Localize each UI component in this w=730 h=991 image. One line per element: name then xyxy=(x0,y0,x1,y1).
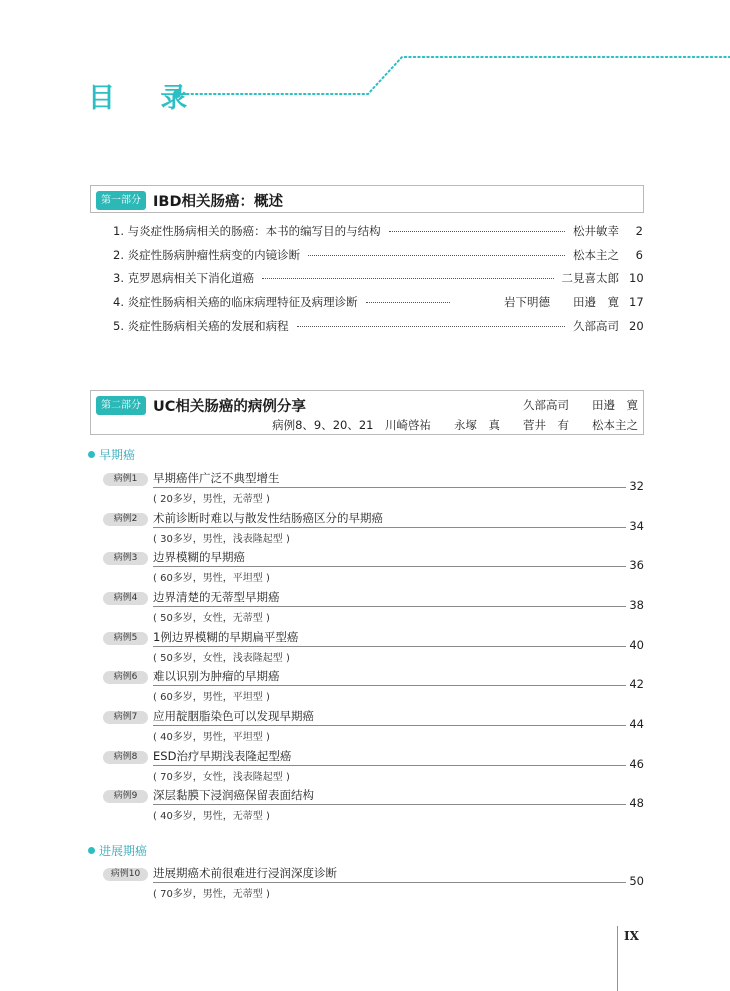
case-tag: 病例2 xyxy=(103,513,148,526)
entry-page: 10 xyxy=(629,271,644,285)
subheading-label: 进展期癌 xyxy=(99,844,148,858)
case-subtitle: ( 60多岁，男性，平坦型 ) xyxy=(153,692,270,703)
case-title: 边界清楚的无蒂型早期癌 xyxy=(153,590,280,604)
case-tag: 病例3 xyxy=(103,552,148,565)
case-page: 34 xyxy=(629,519,644,533)
case-rule xyxy=(153,882,626,883)
case-title: 术前诊断时难以与散发性结肠癌区分的早期癌 xyxy=(153,511,383,525)
case-subtitle: ( 40多岁，男性，无蒂型 ) xyxy=(153,811,270,822)
case-title: 难以识别为肿瘤的早期癌 xyxy=(153,669,280,683)
entry-title: 3. 克罗恩病相关下消化道癌 xyxy=(113,271,255,285)
entry-page: 17 xyxy=(629,295,644,309)
case-page: 32 xyxy=(629,479,644,493)
case-tag: 病例9 xyxy=(103,790,148,803)
toc-entry[interactable] xyxy=(113,269,643,287)
case-rule xyxy=(153,685,626,686)
case-subtitle: ( 60多岁，男性，平坦型 ) xyxy=(153,573,270,584)
leader-dots xyxy=(297,326,565,327)
case-rule xyxy=(153,606,626,607)
subheading-advanced xyxy=(88,842,147,859)
subheading-label: 早期癌 xyxy=(99,448,136,462)
case-title: ESD治疗早期浅表隆起型癌 xyxy=(153,749,292,763)
case-entry[interactable] xyxy=(103,867,644,907)
entry-author: 岩下明德 田邉 寛 xyxy=(504,295,619,309)
case-title: 1例边界模糊的早期扁平型癌 xyxy=(153,630,299,644)
part1-tag: 第一部分 xyxy=(96,191,146,210)
case-subtitle: ( 20多岁，男性，无蒂型 ) xyxy=(153,494,270,505)
case-page: 40 xyxy=(629,638,644,652)
entry-title: 4. 炎症性肠病相关癌的临床病理特征及病理诊断 xyxy=(113,295,358,309)
page-number: IX xyxy=(624,929,639,943)
case-rule xyxy=(153,487,626,488)
case-entry[interactable] xyxy=(103,472,644,512)
part1-header xyxy=(90,185,644,213)
case-entry[interactable] xyxy=(103,710,644,750)
case-tag: 病例1 xyxy=(103,473,148,486)
leader-dots xyxy=(262,278,553,279)
part2-authors: 久部高司 田邉 寛 xyxy=(523,398,638,412)
case-entry[interactable] xyxy=(103,591,644,631)
case-page: 50 xyxy=(629,874,644,888)
case-tag: 病例10 xyxy=(103,868,148,881)
case-page: 44 xyxy=(629,717,644,731)
part2-header xyxy=(90,390,644,435)
entry-author: 二見喜太郎 xyxy=(561,271,619,285)
case-title: 早期癌伴广泛不典型增生 xyxy=(153,471,280,485)
entry-page: 6 xyxy=(635,248,643,262)
part1-title: IBD相关肠癌：概述 xyxy=(153,194,283,210)
case-entry[interactable] xyxy=(103,551,644,591)
subheading-early xyxy=(88,446,135,463)
case-title: 深层黏膜下浸润癌保留表面结构 xyxy=(153,788,314,802)
case-rule xyxy=(153,765,626,766)
toc-entry[interactable] xyxy=(113,222,643,240)
leader-dots xyxy=(366,302,450,303)
case-rule xyxy=(153,646,626,647)
case-tag: 病例5 xyxy=(103,632,148,645)
entry-title: 2. 炎症性肠病肿瘤性病变的内镜诊断 xyxy=(113,248,301,262)
entry-page: 20 xyxy=(629,319,644,333)
case-entry[interactable] xyxy=(103,750,644,790)
case-title: 进展期癌术前很难进行浸润深度诊断 xyxy=(153,866,337,880)
case-rule xyxy=(153,527,626,528)
entry-page: 2 xyxy=(635,224,643,238)
case-tag: 病例4 xyxy=(103,592,148,605)
case-entry[interactable] xyxy=(103,512,644,552)
case-tag: 病例8 xyxy=(103,751,148,764)
case-page: 46 xyxy=(629,757,644,771)
page-title: 目 录 xyxy=(88,83,206,114)
case-page: 42 xyxy=(629,677,644,691)
case-tag: 病例7 xyxy=(103,711,148,724)
case-subtitle: ( 40多岁，男性，平坦型 ) xyxy=(153,732,270,743)
case-title: 应用靛胭脂染色可以发现早期癌 xyxy=(153,709,314,723)
case-entry[interactable] xyxy=(103,789,644,829)
case-rule xyxy=(153,804,626,805)
case-tag: 病例6 xyxy=(103,671,148,684)
case-entry[interactable] xyxy=(103,670,644,710)
case-subtitle: ( 70多岁，女性，浅表隆起型 ) xyxy=(153,772,290,783)
case-rule xyxy=(153,566,626,567)
entry-author: 松井敏幸 xyxy=(573,224,619,238)
part2-authors-cases: 病例8、9、20、21 川崎啓祐 永塚 真 菅井 有 松本主之 xyxy=(272,418,638,432)
leader-dots xyxy=(308,255,565,256)
case-page: 48 xyxy=(629,796,644,810)
part2-tag: 第二部分 xyxy=(96,396,146,415)
case-entry[interactable] xyxy=(103,631,644,671)
bullet-icon xyxy=(88,451,95,458)
case-rule xyxy=(153,725,626,726)
case-subtitle: ( 30多岁，男性，浅表隆起型 ) xyxy=(153,534,290,545)
footer-rule xyxy=(617,926,618,991)
case-page: 36 xyxy=(629,558,644,572)
entry-title: 1. 与炎症性肠病相关的肠癌：本书的编写目的与结构 xyxy=(113,224,381,238)
case-page: 38 xyxy=(629,598,644,612)
toc-entry[interactable] xyxy=(113,317,643,335)
entry-author: 松本主之 xyxy=(573,248,619,262)
leader-dots xyxy=(389,231,565,232)
case-title: 边界模糊的早期癌 xyxy=(153,550,245,564)
case-subtitle: ( 70多岁，男性，无蒂型 ) xyxy=(153,889,270,900)
bullet-icon xyxy=(88,847,95,854)
case-subtitle: ( 50多岁，女性，无蒂型 ) xyxy=(153,613,270,624)
toc-entry[interactable] xyxy=(113,246,643,264)
toc-entry[interactable] xyxy=(113,293,643,311)
entry-author: 久部高司 xyxy=(573,319,619,333)
part2-title: UC相关肠癌的病例分享 xyxy=(153,399,306,415)
entry-title: 5. 炎症性肠病相关癌的发展和病程 xyxy=(113,319,289,333)
case-subtitle: ( 50多岁，女性，浅表隆起型 ) xyxy=(153,653,290,664)
